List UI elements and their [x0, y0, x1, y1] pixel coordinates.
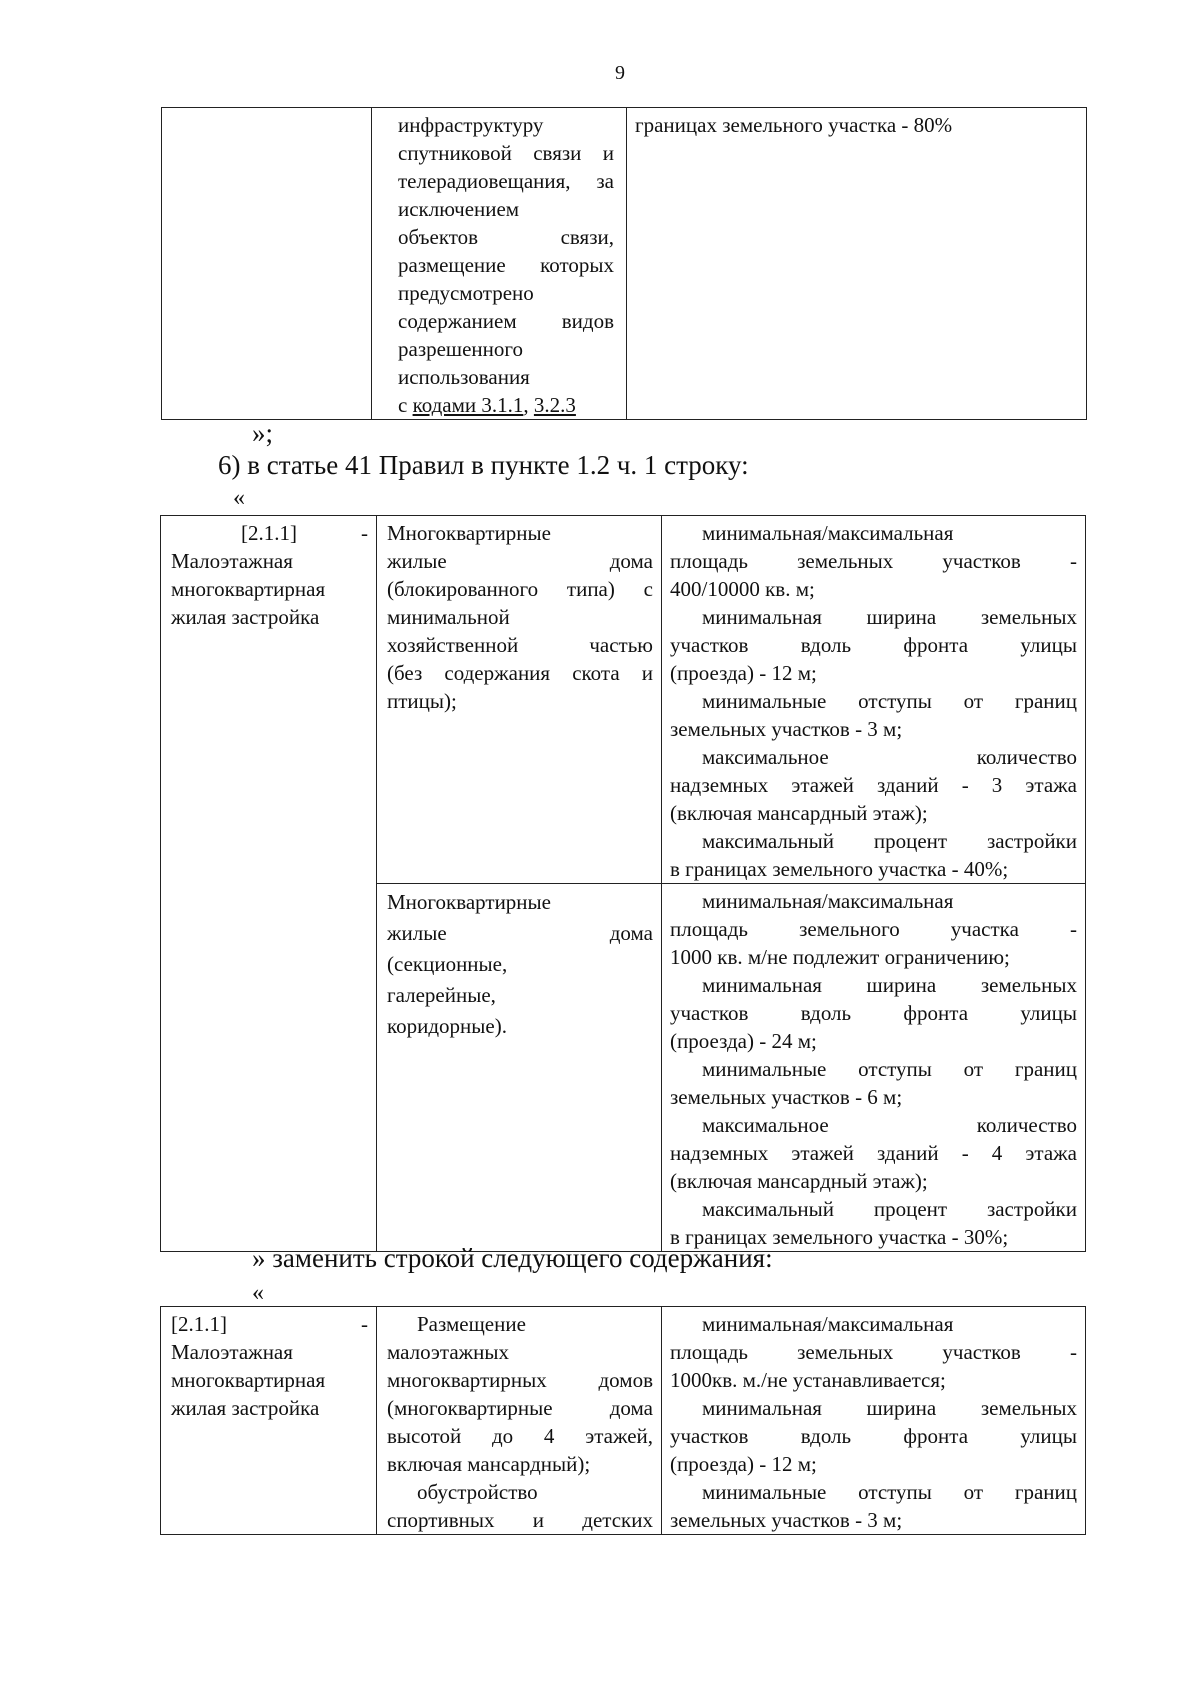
- text-line: земельных участков - 3 м;: [670, 1508, 903, 1532]
- table-cell-zone: [161, 516, 377, 1252]
- text-line: максимальный процент застройки: [702, 1197, 1077, 1221]
- table-old-row: [160, 515, 1086, 1252]
- text-line: 400/10000 кв. м;: [670, 577, 815, 601]
- codes-prefix: с: [398, 393, 413, 417]
- text-line: включая мансардный);: [387, 1452, 591, 1476]
- table-cell-use-type: [377, 516, 662, 884]
- text-line: инфраструктуру: [398, 113, 544, 137]
- code-link-3-1-1[interactable]: кодами 3.1.1: [412, 393, 524, 417]
- text-line: содержанием видов: [398, 309, 614, 333]
- table-cell-parameters: [662, 516, 1086, 884]
- text-line: высотой до 4 этажей,: [387, 1424, 653, 1448]
- text-line: Многоквартирные: [387, 521, 551, 545]
- text-line: спутниковой связи и: [398, 141, 614, 165]
- text-line: минимальные отступы от границ: [702, 689, 1077, 713]
- table-row: [161, 516, 1086, 884]
- table-row: [162, 108, 1087, 420]
- codes-separator: ,: [523, 393, 534, 417]
- text-line: минимальные отступы от границ: [702, 1480, 1077, 1504]
- table-cell-use-type: [377, 1307, 662, 1535]
- text-line: многоквартирных домов: [387, 1368, 653, 1392]
- text-line: хозяйственной частью: [387, 633, 653, 657]
- text-line: птицы);: [387, 689, 457, 713]
- text-line: малоэтажных: [387, 1340, 510, 1364]
- zone-code: [2.1.1] -: [241, 521, 368, 545]
- text-line: коридорные).: [387, 1014, 507, 1038]
- text-line: обустройство: [417, 1480, 538, 1504]
- text-line: минимальная ширина земельных: [702, 1396, 1077, 1420]
- text-line: минимальная ширина земельных: [702, 605, 1077, 629]
- table-cell-parameters: [662, 1307, 1086, 1535]
- text-line: минимальные отступы от границ: [702, 1057, 1077, 1081]
- text-line: (проезда) - 24 м;: [670, 1029, 817, 1053]
- text-line: разрешенного: [398, 337, 523, 361]
- text-line: размещение которых: [398, 253, 614, 277]
- text-line: минимальной: [387, 605, 510, 629]
- open-quote: «: [233, 485, 245, 511]
- text-line: максимальное количество: [702, 745, 1077, 769]
- close-quote: »;: [252, 418, 274, 448]
- text-line: Малоэтажная: [171, 1340, 293, 1364]
- text-line: исключением: [398, 197, 520, 221]
- text-lines: [398, 111, 614, 419]
- text-line: (проезда) - 12 м;: [670, 661, 817, 685]
- text-line: спортивных и детских: [387, 1508, 653, 1532]
- text-line: многоквартирная: [171, 1368, 326, 1392]
- table-row: [161, 1307, 1086, 1535]
- text-line: участков вдоль фронта улицы: [670, 633, 1077, 657]
- text-line: Многоквартирные: [387, 890, 551, 914]
- text-line: (проезда) - 12 м;: [670, 1452, 817, 1476]
- text-line: надземных этажей зданий - 4 этажа: [670, 1141, 1077, 1165]
- text-line: минимальная ширина земельных: [702, 973, 1077, 997]
- table-cell-parameters: [662, 884, 1086, 1252]
- text-line: 1000 кв. м/не подлежит ограничению;: [670, 945, 1010, 969]
- text-line: (блокированного типа) с: [387, 577, 653, 601]
- table-cell-empty: [162, 108, 372, 420]
- text-line: площадь земельных участков -: [670, 1340, 1077, 1364]
- text-line: участков вдоль фронта улицы: [670, 1424, 1077, 1448]
- text-line: площадь земельных участков -: [670, 549, 1077, 573]
- table-cell-use-type: [377, 884, 662, 1252]
- text-line: (включая мансардный этаж);: [670, 1169, 928, 1193]
- table-continuation: [161, 107, 1087, 420]
- text-line: в границах земельного участка - 30%;: [670, 1225, 1009, 1249]
- replace-instruction: » заменить строкой следующего содержания:: [252, 1243, 773, 1273]
- text-line: земельных участков - 6 м;: [670, 1085, 903, 1109]
- text-line: жилая застройка: [171, 605, 320, 629]
- text-line: предусмотрено: [398, 281, 534, 305]
- text-line: площадь земельного участка -: [670, 917, 1077, 941]
- text-line: жилые дома: [387, 549, 653, 573]
- table-cell-parameters: [627, 108, 1087, 420]
- text-line: максимальное количество: [702, 1113, 1077, 1137]
- text-line: земельных участков - 3 м;: [670, 717, 903, 741]
- text-line: Размещение: [417, 1312, 526, 1336]
- text-line-codes: [398, 391, 614, 419]
- text-line: жилые дома: [387, 921, 653, 945]
- open-quote: «: [252, 1280, 264, 1306]
- zone-code: [2.1.1] -: [171, 1312, 368, 1336]
- text-line: 1000кв. м./не устанавливается;: [670, 1368, 946, 1392]
- text-line: многоквартирная: [171, 577, 326, 601]
- table-cell-zone: [161, 1307, 377, 1535]
- text-line: жилая застройка: [171, 1396, 320, 1420]
- text-line: галерейные,: [387, 983, 496, 1007]
- text-line: минимальная/максимальная: [702, 521, 954, 545]
- text-line: минимальная/максимальная: [702, 889, 954, 913]
- text-line: объектов связи,: [398, 225, 614, 249]
- table-cell-description: [372, 108, 627, 420]
- text-line: минимальная/максимальная: [702, 1312, 954, 1336]
- code-link-3-2-3[interactable]: 3.2.3: [533, 393, 576, 417]
- text-line: (включая мансардный этаж);: [670, 801, 928, 825]
- text-line: максимальный процент застройки: [702, 829, 1077, 853]
- table-new-row: [160, 1306, 1086, 1535]
- text-line: в границах земельного участка - 40%;: [670, 857, 1009, 881]
- text-line: границах земельного участка - 80%: [635, 113, 953, 137]
- text-line: использования: [398, 365, 530, 389]
- text-line: (секционные,: [387, 952, 508, 976]
- text-line: телерадиовещания, за: [398, 169, 614, 193]
- text-line: (многоквартирные дома: [387, 1396, 653, 1420]
- page-number: 9: [615, 62, 625, 84]
- text-line: Малоэтажная: [171, 549, 293, 573]
- item-6-text: 6) в статье 41 Правил в пункте 1.2 ч. 1 строку:: [218, 450, 749, 480]
- text-line: надземных этажей зданий - 3 этажа: [670, 773, 1077, 797]
- text-line: (без содержания скота и: [387, 661, 653, 685]
- text-line: участков вдоль фронта улицы: [670, 1001, 1077, 1025]
